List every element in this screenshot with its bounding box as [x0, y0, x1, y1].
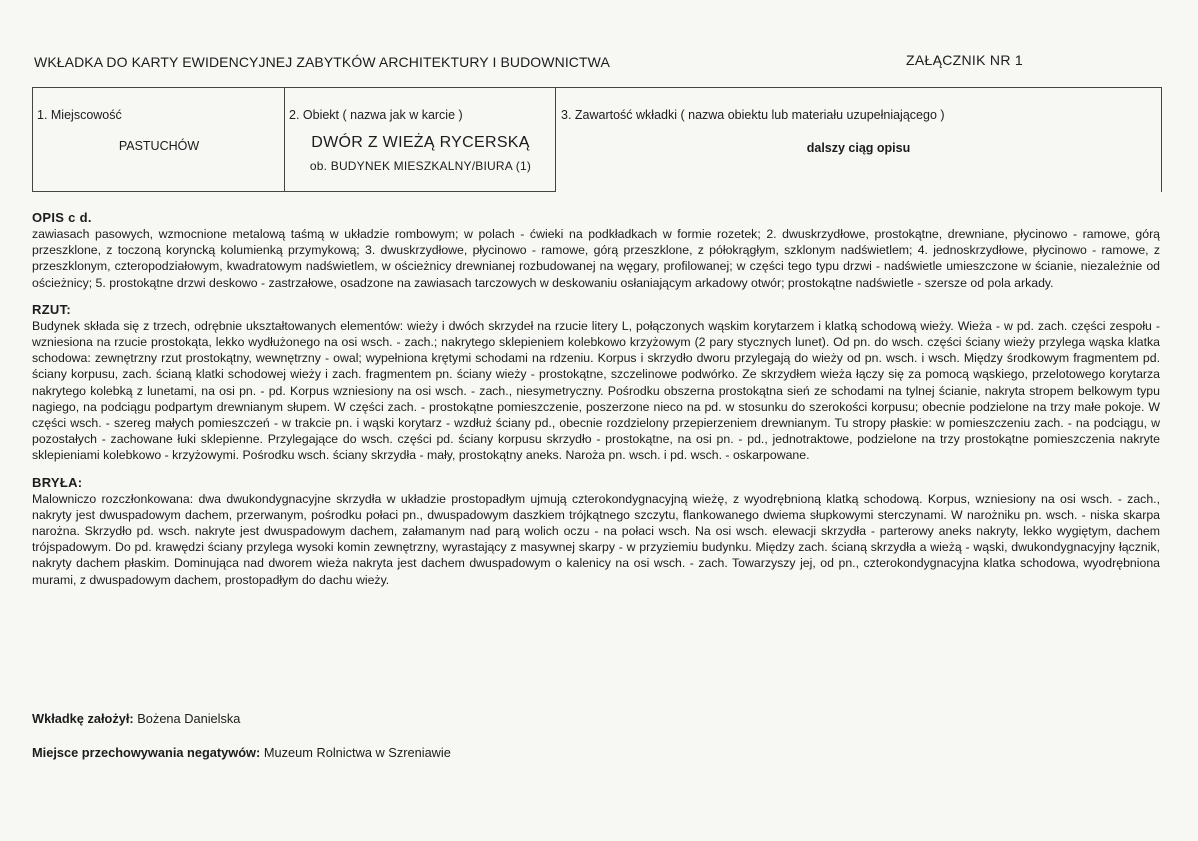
section-body: Malowniczo rozczłonkowana: dwa dwukondygnacyjne skrzydła w układzie prostopadłym ujmują czterokondygnacyjną wieżę, z wyodrębnioną klatką schodową. Korpus, wzniesiony na osi wsch. - zach., nakryty jest dwuspadowym dachem, przerwanym, pośrodku połaci pn., dwuspadowym daszkiem trójkątnego szczytu, flankowanego dwiema słupkowymi sterczynami. W narożniku pn. wsch. - niska skarpa narożna. Skrzydło pd. wsch. nakryte jest dwuspadowym dachem, załamanym nad parą wolich oczu - na połaci wsch. Na osi wsch. elewacji skrzydła - parterowy aneks nakryty, lekko wygiętym, dachem trójspadowym. Do pd. krawędzi ściany przylega wysoki komin zewnętrzny, wyrastający z masywnej skarpy - w przyziemiu budynku. Między zach. ścianą skrzydła a wieżą - wąski, dwukondygnacyjny łącznik, nakryty dachem płaskim. Dominująca nad dworem wieża nakryta jest dachem dwuspadowym o kalenicy na osi wsch. - zach. Towarzyszy jej, od pn., czterokondygnacyjna klatka schodowa, wyodrębniona murami, z dwuspadowym dachem, prostopadłym do dachu wieży. — [32, 491, 1160, 587]
storage-line — [32, 745, 451, 760]
storage-label: Miejsce przechowywania negatywów: — [32, 745, 261, 760]
locality-label: 1. Miejscowość — [37, 108, 122, 122]
section-plan — [32, 302, 1160, 464]
section-description — [32, 210, 1160, 291]
document-title: WKŁADKA DO KARTY EWIDENCYJNEJ ZABYTKÓW ARCHITEKTURY I BUDOWNICTWA — [34, 54, 610, 70]
author-label: Wkładkę założył: — [32, 711, 134, 726]
section-massing — [32, 475, 1160, 588]
author-value: Bożena Danielska — [137, 711, 241, 726]
description-content — [32, 210, 1160, 599]
section-heading: OPIS c d. — [32, 210, 92, 225]
insert-content-cell — [555, 87, 1162, 192]
locality-value: PASTUCHÓW — [118, 139, 200, 153]
object-value: DWÓR Z WIEŻĄ RYCERSKĄ — [311, 134, 530, 151]
object-cell — [284, 87, 556, 192]
insert-content-label: 3. Zawartość wkładki ( nazwa obiektu lub materiału uzupełniającego ) — [561, 108, 945, 122]
insert-content-value: dalszy ciąg opisu — [806, 141, 911, 155]
section-heading: RZUT: — [32, 301, 72, 317]
author-line — [32, 711, 240, 726]
object-label: 2. Obiekt ( nazwa jak w karcie ) — [289, 108, 463, 122]
storage-value: Muzeum Rolnictwa w Szreniawie — [263, 745, 451, 760]
annex-number: ZAŁĄCZNIK NR 1 — [906, 52, 1023, 68]
section-heading: BRYŁA: — [32, 474, 83, 490]
section-body: Budynek składa się z trzech, odrębnie ukształtowanych elementów: wieży i dwóch skrzydeł na rzucie litery L, połączonych wąskim korytarzem i klatką schodową wieży. Wieża - w pd. zach. części zespołu - wzniesiona na rzucie prostokąta, lekko wydłużonego na osi wsch. - zach.; nakrytego sklepieniem kolebkowo krzyżowym (2 pary stycznych lunet). Od pn. do wsch. części ściany wieży przylega wąska klatka schodowa: zewnętrzny rzut prostokątny, wewnętrzny - owal; wypełniona krętymi schodami na rdzeniu. Korpus i skrzydło dworu przylegają do wieży od pn. wsch. i wsch. Między środkowym fragmentem pd. ściany korpusu, zach. ścianą klatki schodowej wieży i zach. fragmentem pn. ściany wieży - prostokątne, szczelinowe podwórko. Ze skrzydłem wieża łączy się za pomocą wąskiego, przelotowego korytarza nakrytego kolebką z lunetami, na osi pn. - pd. Korpus wzniesiony na osi wsch. - zach., niesymetryczny. Pośrodku obszerna prostokątna sień ze schodami na tylnej ścianie, nakryta stropem belkowym typu nagiego, na podciągu podpartym drewnianym słupem. W części zach. - prostokątne pomieszczenie, poszerzone nieco na pd. w stosunku do szerokości korpusu; obecnie podzielone na trzy małe pokoje. W części wsch. - szereg małych pomieszczeń - w trakcie pn. i wąski korytarz - wzdłuż ściany pd., obecnie rozdzielony przepierzeniem drewnianym. Tu stropy płaskie: w pomieszczeniu zach. - na podciągu, w pozostałych - zachowane łuki sklepienne. Przylegające do wsch. części pd. ściany korpusu skrzydło - prostokątne, na osi pn. - pd., jednotraktowe, podzielone na trzy prostokątne pomieszczenia nakryte sklepieniami kolebkowo - krzyżowymi. Pośrodku wsch. ściany skrzydła - mały, prostokątny aneks. Naroża pn. wsch. i pd. wsch. - oskarpowane. — [32, 318, 1160, 463]
metadata-table — [32, 87, 1162, 192]
locality-cell — [32, 87, 285, 192]
object-current-use: ob. BUDYNEK MIESZKALNY/BIURA (1) — [309, 159, 532, 173]
section-body: zawiasach pasowych, wzmocnione metalową taśmą w układzie rombowym; w polach - ćwieki na podkładkach w formie rozetek; 2. dwuskrzydłowe, prostokątne, drewniane, płycinowo - ramowe, górą przeszklone, z toczoną koryncką kolumienką przymykową; 3. dwuskrzydłowe, płycinowo - ramowe, górą przeszklone, z półokrągłym, szklonym nadświetlem; 4. jednoskrzydłowe, płycinowo - ramowe, z przeszklonym, czteropodziałowym, kwadratowym nadświetlem, w ościeżnicy drewnianej rozbudowanej na węgary, profilowanej; w części tego typu drzwi - nadświetle umieszczone w ścianie, niezależnie od ościeżnicy; 5. prostokątne drzwi deskowo - zastrzałowe, osadzone na zawiasach tarczowych w deskowaniu osłaniającym arkadowy otwór; prostokątne nadświetle - szersze od pola arkady. — [32, 227, 1160, 290]
